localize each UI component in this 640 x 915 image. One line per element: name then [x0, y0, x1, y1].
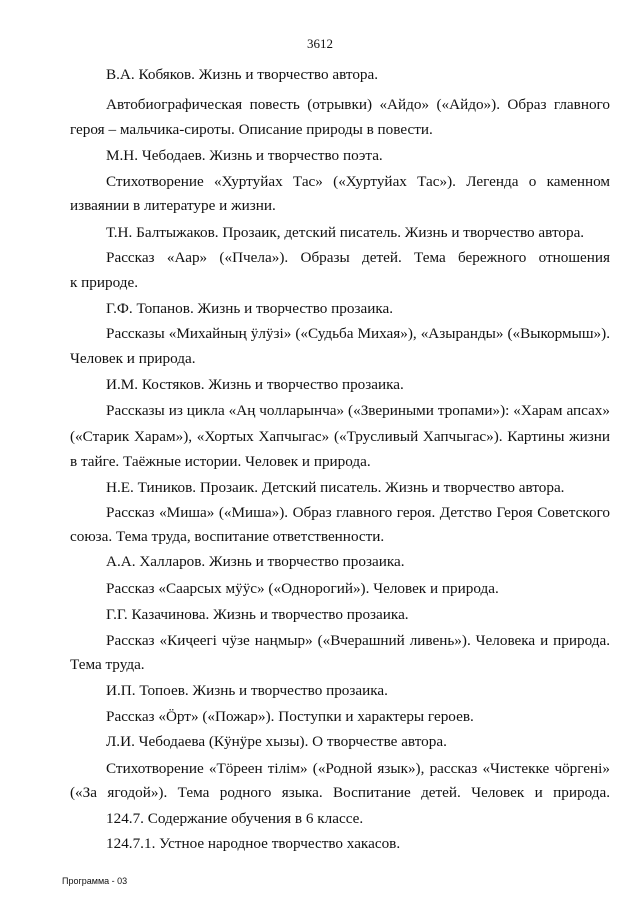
paragraph-line: Рассказы из цикла «Аң чолларынча» («Звериными тропами»): «Харам апсах»	[106, 402, 610, 419]
page-number: 3612	[307, 36, 333, 51]
paragraph-line: к природе.	[70, 274, 139, 291]
paragraph-line: союза. Тема труда, воспитание ответственности.	[70, 528, 385, 545]
section-heading-124-7-1: 124.7.1. Устное народное творчество хакасов.	[106, 835, 401, 852]
author-heading-kobyakov: В.А. Кобяков. Жизнь и творчество автора.	[106, 66, 379, 83]
paragraph-line: в тайге. Таёжные истории. Человек и природа.	[70, 453, 371, 470]
author-heading-khallarov: А.А. Халларов. Жизнь и творчество прозаика.	[106, 553, 405, 570]
paragraph-line: Человек и природа.	[70, 350, 196, 367]
author-heading-baltyzhakov: Т.Н. Балтыжаков. Прозаик, детский писатель. Жизнь и творчество автора.	[106, 224, 585, 241]
author-heading-tinikov: Н.Е. Тиников. Прозаик. Детский писатель. Жизнь и творчество автора.	[106, 479, 565, 496]
section-heading-124-7: 124.7. Содержание обучения в 6 классе.	[106, 810, 364, 827]
paragraph-line: Рассказ «Киҷеегі чӱзе наңмыр» («Вчерашний ливень»). Человека и природа.	[106, 632, 610, 649]
author-heading-kostyakov: И.М. Костяков. Жизнь и творчество прозаика.	[106, 376, 404, 393]
paragraph-line: изваянии в литературе и жизни.	[70, 197, 276, 214]
paragraph-line: («Старик Харам»), «Хортых Хапчыгас» («Трусливый Хапчыгас»). Картины жизни	[70, 428, 610, 445]
paragraph-line: («За ягодой»). Тема родного языка. Воспитание детей. Человек и природа.	[70, 784, 610, 801]
paragraph-line: Рассказ «Саарсых мӱӱс» («Однорогий»). Человек и природа.	[106, 580, 499, 597]
author-heading-topoev: И.П. Топоев. Жизнь и творчество прозаика.	[106, 682, 388, 699]
paragraph-line: Стихотворение «Тӧреен тілім» («Родной язык»), рассказ «Чистекке чӧргені»	[106, 760, 610, 777]
paragraph-line: Рассказы «Михайның ӱлӱзі» («Судьба Михая»), «Азыранды» («Выкормыш»).	[106, 325, 610, 342]
author-heading-topanov: Г.Ф. Топанов. Жизнь и творчество прозаика.	[106, 300, 394, 317]
author-heading-chebodaeva: Л.И. Чебодаева (Кӱнӱре хызы). О творчестве автора.	[106, 733, 447, 750]
paragraph-line: Стихотворение «Хуртуйах Тас» («Хуртуйах Тас»). Легенда о каменном	[106, 173, 610, 190]
paragraph-line: Тема труда.	[70, 656, 145, 673]
paragraph-line: героя – мальчика-сироты. Описание природы в повести.	[70, 121, 433, 138]
paragraph-line: Рассказ «Ӧрт» («Пожар»). Поступки и характеры героев.	[106, 708, 474, 725]
paragraph-line: Автобиографическая повесть (отрывки) «Айдо» («Айдо»). Образ главного	[106, 96, 610, 113]
paragraph-line: Рассказ «Миша» («Миша»). Образ главного героя. Детство Героя Советского	[106, 504, 610, 521]
author-heading-chebodaev: М.Н. Чебодаев. Жизнь и творчество поэта.	[106, 147, 383, 164]
page-footer: Программа - 03	[62, 876, 128, 886]
author-heading-kazachinova: Г.Г. Казачинова. Жизнь и творчество прозаика.	[106, 606, 409, 623]
paragraph-line: Рассказ «Аар» («Пчела»). Образы детей. Тема бережного отношения	[106, 249, 610, 266]
